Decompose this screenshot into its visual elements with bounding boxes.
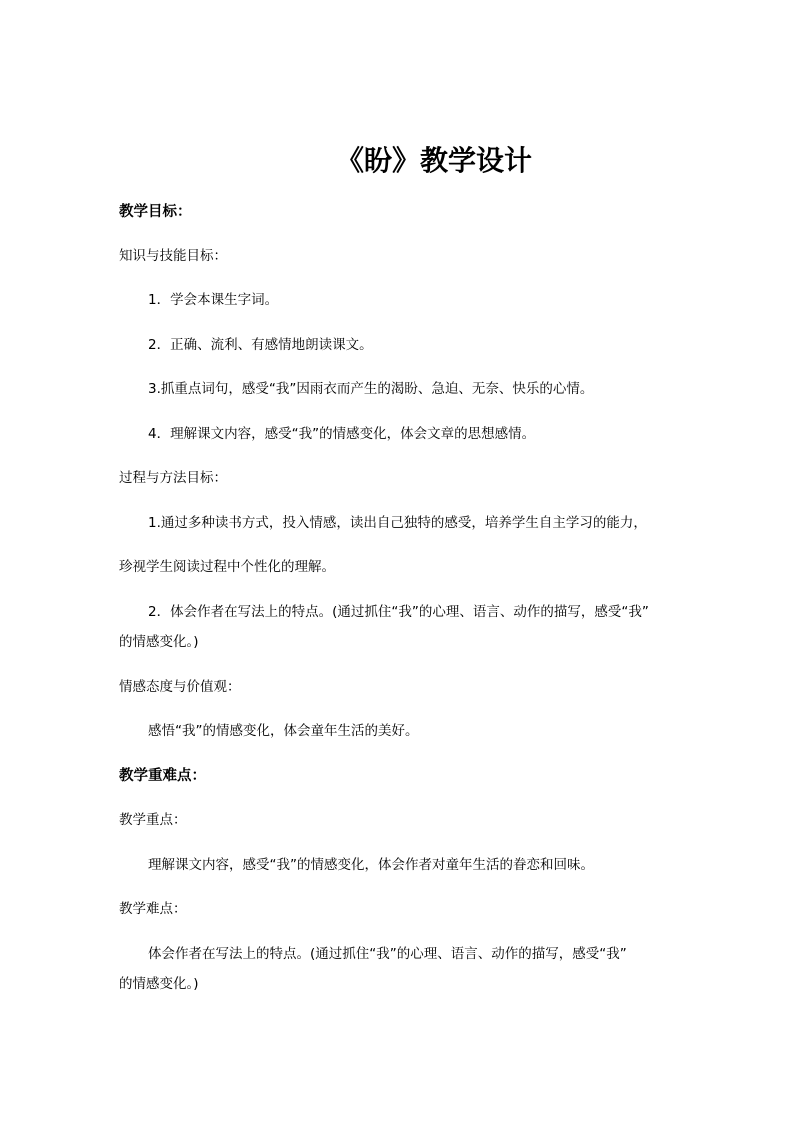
difficulty-heading: 教学难点： [119, 901, 187, 917]
difficulty-line-2: 的情感变化。) [119, 976, 199, 992]
knowledge-item-4: 4．理解课文内容，感受“我”的情感变化，体会文章的思想感情。 [148, 426, 536, 442]
process-item-2-line-1: 2．体会作者在写法上的特点。(通过抓住“我”的心理、语言、动作的描写，感受“我” [148, 604, 649, 620]
process-item-1-line-2: 珍视学生阅读过程中个性化的理解。 [119, 559, 335, 575]
process-item-1-line-1: 1.通过多种读书方式，投入情感，读出自己独特的感受，培养学生自主学习的能力， [148, 515, 647, 531]
attitude-text: 感悟“我”的情感变化，体会童年生活的美好。 [148, 723, 419, 739]
knowledge-heading: 知识与技能目标： [119, 248, 227, 264]
process-heading: 过程与方法目标： [119, 470, 227, 486]
knowledge-item-3: 3.抓重点词句，感受“我”因雨衣而产生的渴盼、急迫、无奈、快乐的心情。 [148, 381, 594, 397]
attitude-heading: 情感态度与价值观： [119, 679, 241, 695]
process-item-2-line-2: 的情感变化。) [119, 634, 199, 650]
knowledge-item-1: 1．学会本课生字词。 [148, 292, 279, 308]
goals-heading: 教学目标： [119, 204, 192, 220]
focus-heading: 教学重点： [119, 812, 187, 828]
difficulty-line-1: 体会作者在写法上的特点。(通过抓住“我”的心理、语言、动作的描写，感受“我” [148, 946, 627, 962]
keypoints-heading: 教学重难点： [119, 768, 206, 784]
knowledge-item-2: 2．正确、流利、有感情地朗读课文。 [148, 337, 373, 353]
document-title: 《盼》教学设计 [335, 144, 532, 177]
focus-text: 理解课文内容，感受“我”的情感变化，体会作者对童年生活的眷恋和回味。 [148, 857, 594, 873]
